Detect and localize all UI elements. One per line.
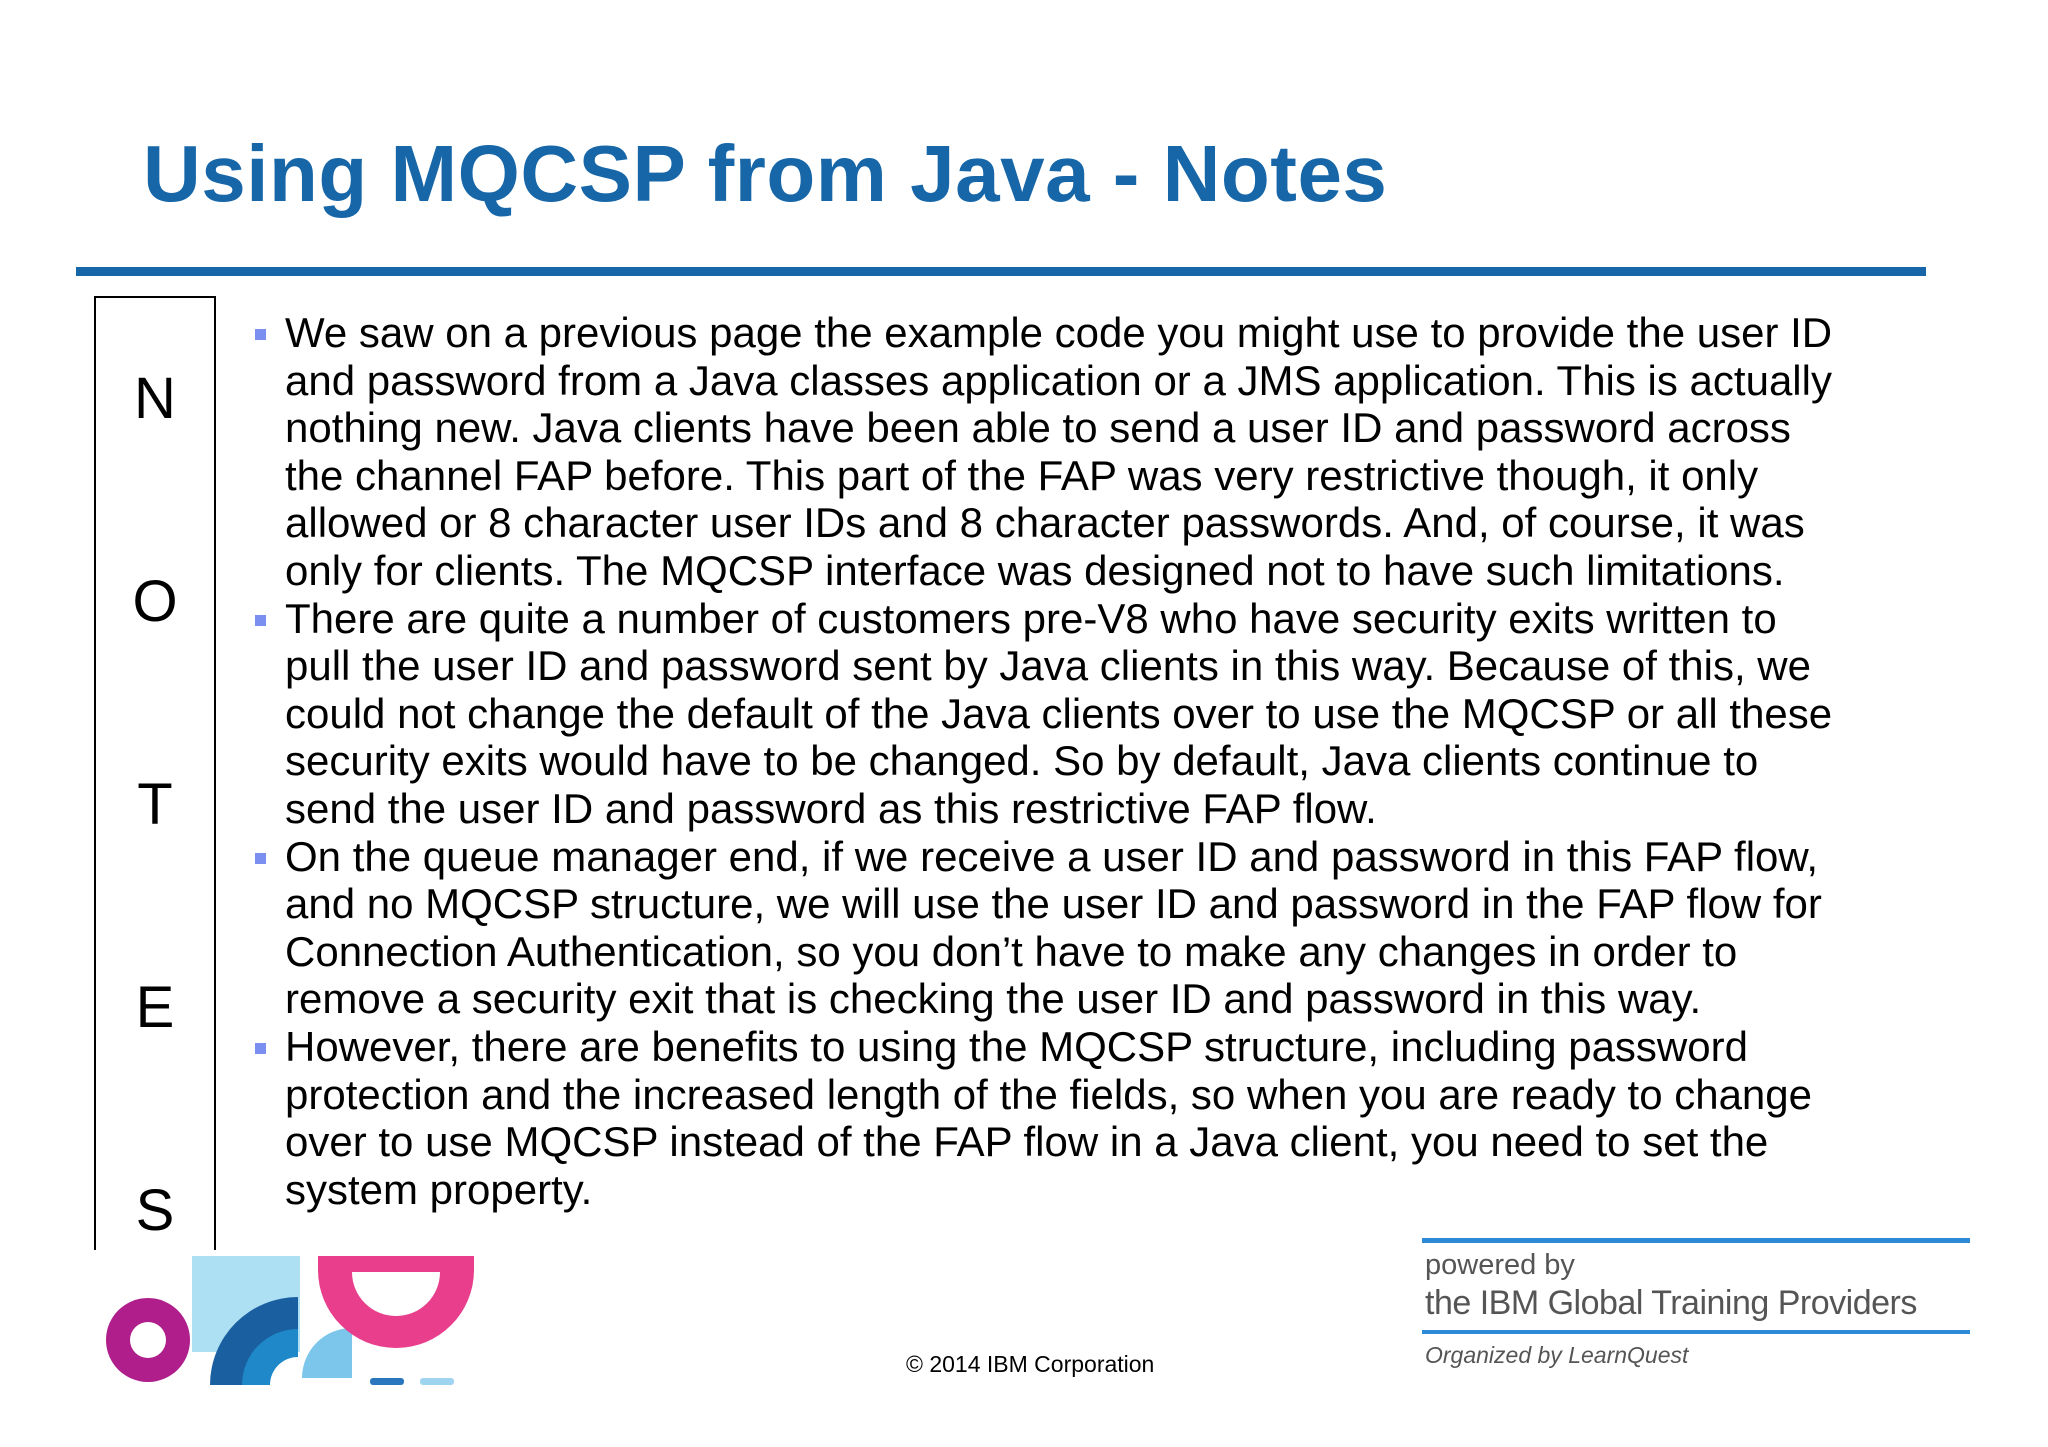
bullet-line: could not change the default of the Java clients over to use the MQCSP or all these (285, 689, 1833, 737)
bullet-line: over to use MQCSP instead of the FAP flow in a Java client, you need to set the (285, 1118, 1769, 1166)
bullet-line: send the user ID and password as this restrictive FAP flow. (285, 784, 1377, 832)
decorative-shapes-icon (90, 1250, 490, 1385)
bullet-item (250, 833, 1930, 1023)
copyright-notice: © 2014 IBM Corporation (906, 1351, 1155, 1377)
bullet-line: We saw on a previous page the example code you might use to provide the user ID (285, 309, 1833, 356)
bullet-line: However, there are benefits to using the MQCSP structure, including password (285, 1022, 1748, 1070)
powered-bottom-rule (1422, 1330, 1970, 1334)
bullet-item (250, 595, 1930, 833)
slide-title: Using MQCSP from Java - Notes (143, 129, 1388, 218)
notes-letter-e: E (135, 975, 175, 1040)
powered-by-badge (1422, 1238, 1970, 1378)
provider-name: the IBM Global Training Providers (1425, 1284, 1917, 1322)
powered-by-label: powered by (1425, 1249, 1575, 1281)
bullet-line: remove a security exit that is checking the user ID and password in this way. (285, 975, 1702, 1023)
organized-by-label: Organized by LearnQuest (1425, 1342, 1689, 1368)
notes-letter-s: S (135, 1178, 175, 1243)
bullet-line: system property. (285, 1165, 593, 1213)
bullet-line: protection and the increased length of the fields, so when you are ready to change (285, 1070, 1813, 1118)
bullet-line: nothing new. Java clients have been able to send a user ID and password across (285, 404, 1791, 452)
notes-letter-t: T (137, 772, 173, 837)
bullet-square-icon (255, 615, 266, 626)
bullet-line: only for clients. The MQCSP interface was designed not to have such limitations. (285, 546, 1785, 594)
bullet-line: Connection Authentication, so you don’t have to make any changes in order to (285, 927, 1738, 975)
notes-bullet-list (250, 309, 1930, 1213)
bullet-line: On the queue manager end, if we receive a user ID and password in this FAP flow, (285, 832, 1819, 880)
bullet-line: security exits would have to be changed. So by default, Java clients continue to (285, 737, 1759, 785)
bullet-square-icon (255, 1043, 266, 1054)
bullet-item (250, 1023, 1930, 1213)
bullet-square-icon (255, 853, 266, 864)
powered-top-rule (1422, 1238, 1970, 1243)
bullet-line: and password from a Java classes application or a JMS application. This is actually (285, 356, 1832, 404)
bullet-line: pull the user ID and password sent by Java clients in this way. Because of this, we (285, 642, 1811, 690)
notes-letter-n: N (134, 366, 176, 431)
bullet-line: the channel FAP before. This part of the FAP was very restrictive though, it only (285, 451, 1759, 499)
notes-letter-o: O (132, 569, 178, 634)
bullet-line: and no MQCSP structure, we will use the user ID and password in the FAP flow for (285, 880, 1822, 928)
title-divider (76, 267, 1926, 276)
bullet-square-icon (255, 329, 266, 340)
bullet-line: There are quite a number of customers pre-V8 who have security exits written to (285, 594, 1777, 642)
notes-sidebar (94, 296, 216, 1252)
bullet-line: allowed or 8 character user IDs and 8 character passwords. And, of course, it was (285, 499, 1805, 547)
ibm-decorative-logo (90, 1250, 490, 1385)
bullet-item (250, 309, 1930, 595)
